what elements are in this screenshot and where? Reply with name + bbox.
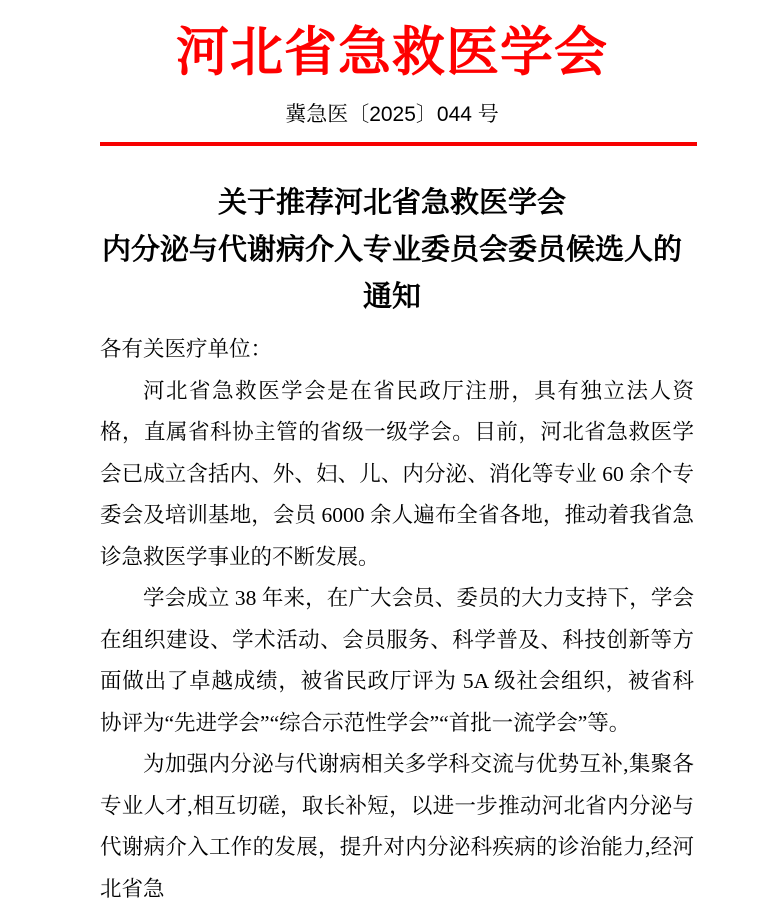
- document-title-line-3: 通知: [362, 281, 421, 313]
- document-title-line-1: 关于推荐河北省急救医学会: [217, 187, 566, 219]
- red-divider-line: [100, 142, 697, 146]
- body-paragraph-1: 河北省急救医学会是在省民政厅注册，具有独立法人资格，直属省科协主管的省级一级学会。目前，河北省急救医学会已成立含括内、外、妇、儿、内分泌、消化等专业 60 余个专委会及培训基地，会员 6000 余人遍布全省各地，推动着我省急诊急救医学事业的不断发展。: [100, 378, 694, 569]
- body-paragraph-3: 为加强内分泌与代谢病相关多学科交流与优势互补,集聚各专业人才,相互切磋，取长补短，以进一步推动河北省内分泌与代谢病介入工作的发展，提升对内分泌科疾病的诊治能力,经河北省急: [100, 752, 694, 901]
- salutation: 各有关医疗单位：: [100, 337, 273, 361]
- body-paragraph-2: 学会成立 38 年来，在广大会员、委员的大力支持下，学会在组织建设、学术活动、会员服务、科学普及、科技创新等方面做出了卓越成绩，被省民政厅评为 5A 级社会组织，被省科协评为“先进学会”“综合示范性学会”“首批一流学会”等。: [100, 586, 694, 735]
- document-reference-number: 冀急医〔2025〕044 号: [285, 103, 499, 126]
- document-title-line-2: 内分泌与代谢病介入专业委员会委员候选人的: [101, 234, 682, 266]
- document-title: [0, 180, 784, 321]
- document-body: [100, 329, 694, 910]
- letterhead-org-name: 河北省急救医学会: [176, 24, 608, 82]
